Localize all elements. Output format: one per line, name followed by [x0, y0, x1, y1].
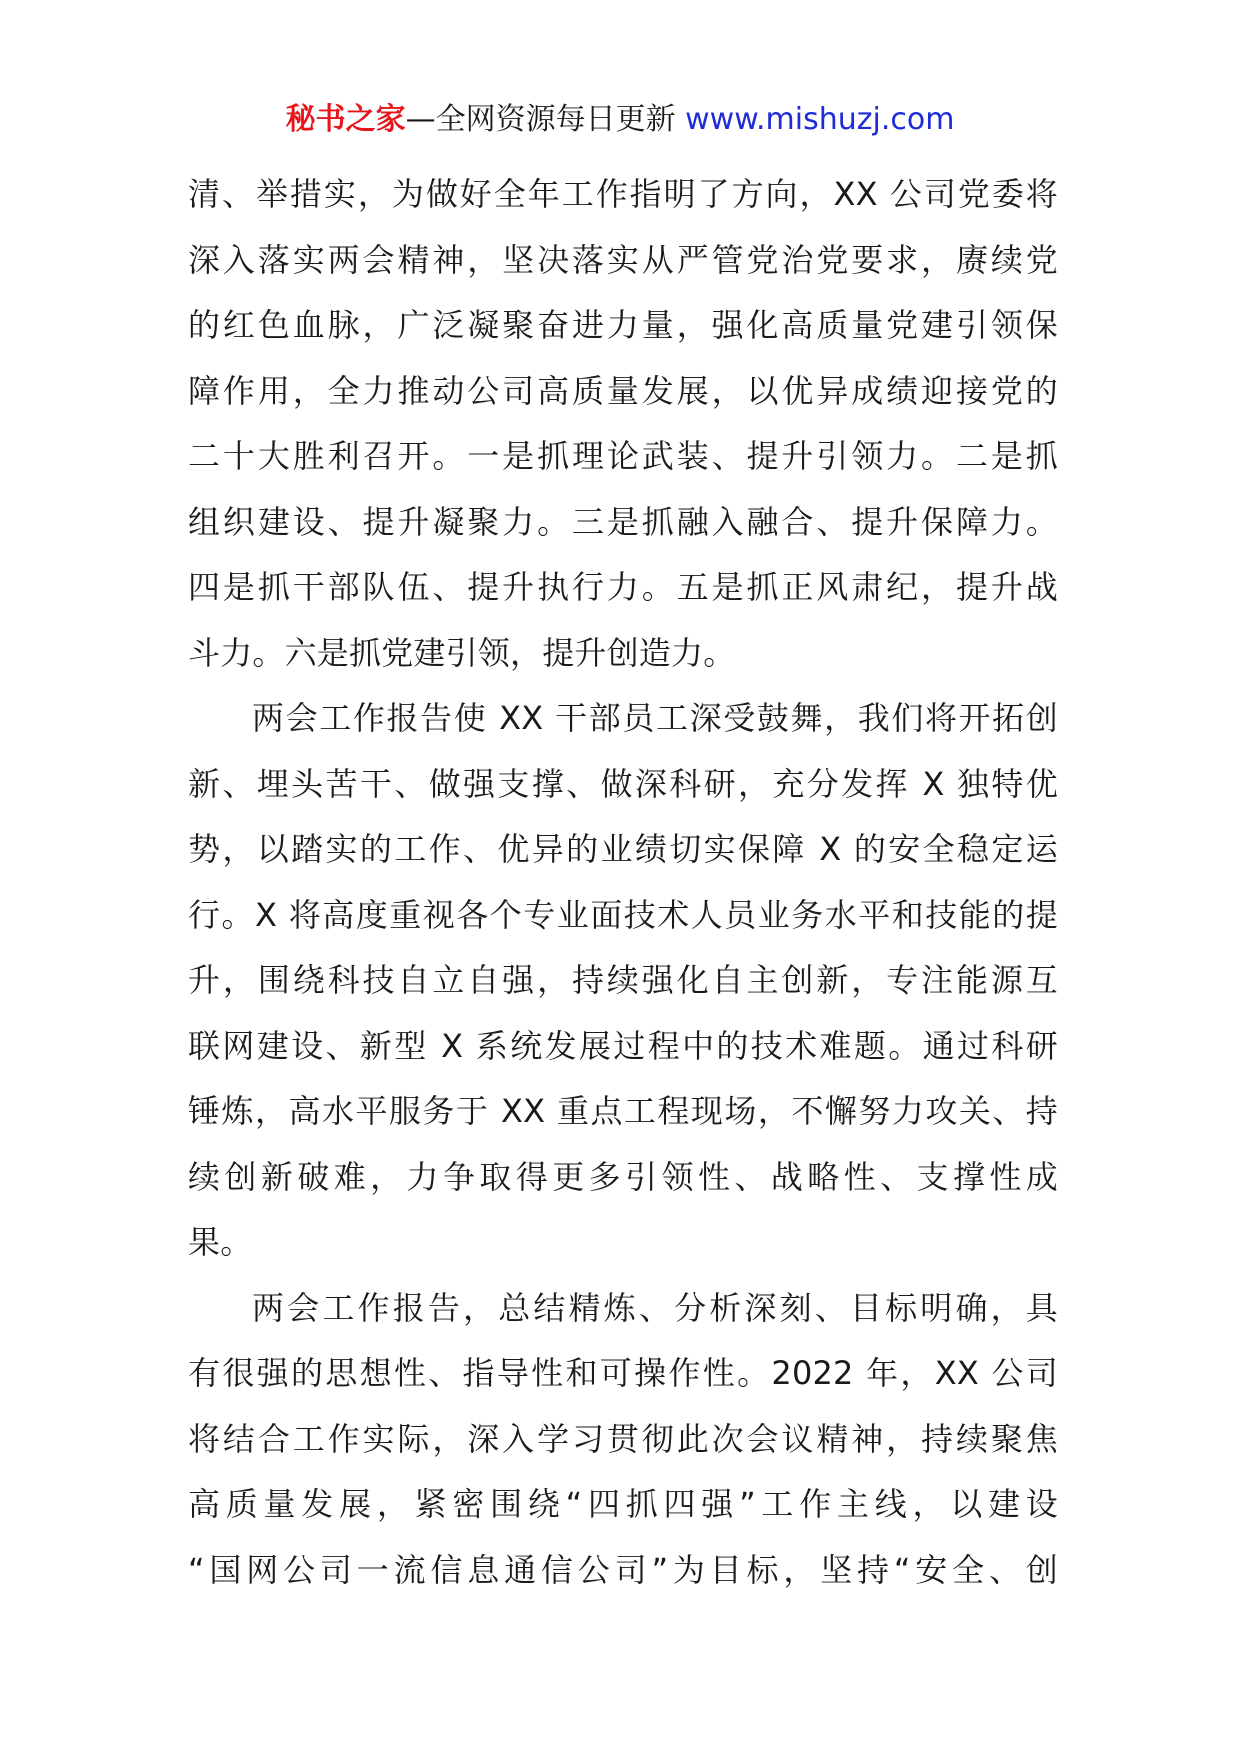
text-line: 锤炼，高水平服务于 XX 重点工程现场，不懈努力攻关、持	[188, 1092, 1058, 1130]
text-line: 将结合工作实际，深入学习贯彻此次会议精神，持续聚焦	[188, 1419, 1058, 1458]
text-line: 升，围绕科技自立自强，持续强化自主创新，专注能源互	[188, 961, 1058, 999]
text-line: 的红色血脉，广泛凝聚奋进力量，强化高质量党建引领保	[188, 306, 1058, 344]
text-line: 果。	[188, 1223, 253, 1261]
text-line: 组织建设、提升凝聚力。三是抓融入融合、提升保障力。	[188, 502, 1058, 541]
text-line: 势，以踏实的工作、优异的业绩切实保障 X 的安全稳定运	[188, 830, 1058, 868]
text-line: 四是抓干部队伍、提升执行力。五是抓正风肃纪，提升战	[188, 568, 1058, 606]
page-header	[0, 100, 1240, 140]
text-line: 二十大胜利召开。一是抓理论武装、提升引领力。二是抓	[188, 437, 1058, 475]
brand-name: 秘书之家	[285, 102, 406, 137]
text-line: 障作用，全力推动公司高质量发展，以优异成绩迎接党的	[188, 371, 1058, 410]
text-line: 行。X 将高度重视各个专业面技术人员业务水平和技能的提	[188, 895, 1058, 934]
text-line: 续创新破难，力争取得更多引领性、战略性、支撑性成	[188, 1157, 1058, 1196]
site-url: www.mishuzj.com	[685, 102, 955, 137]
text-line: 联网建设、新型 X 系统发展过程中的技术难题。通过科研	[188, 1026, 1058, 1065]
text-line: 深入落实两会精神，坚决落实从严管党治党要求，赓续党	[188, 240, 1058, 279]
text-line: 清、举措实，为做好全年工作指明了方向，XX 公司党委将	[188, 175, 1058, 213]
text-line: 高质量发展，紧密围绕“四抓四强”工作主线，以建设	[188, 1485, 1058, 1523]
text-line: 斗力。六是抓党建引领，提升创造力。	[188, 633, 736, 672]
text-line: “国网公司一流信息通信公司”为目标，坚持“安全、创	[188, 1550, 1058, 1589]
text-line: 有很强的思想性、指导性和可操作性。2022 年，XX 公司	[188, 1354, 1058, 1392]
paragraph-start-line: 两会工作报告使 XX 干部员工深受鼓舞，我们将开拓创	[252, 699, 1058, 737]
header-tagline: —全网资源每日更新	[405, 102, 676, 137]
paragraph-start-line: 两会工作报告，总结精炼、分析深刻、目标明确，具	[252, 1288, 1058, 1327]
text-line: 新、埋头苦干、做强支撑、做深科研，充分发挥 X 独特优	[188, 764, 1058, 803]
document-body	[188, 162, 1058, 1603]
